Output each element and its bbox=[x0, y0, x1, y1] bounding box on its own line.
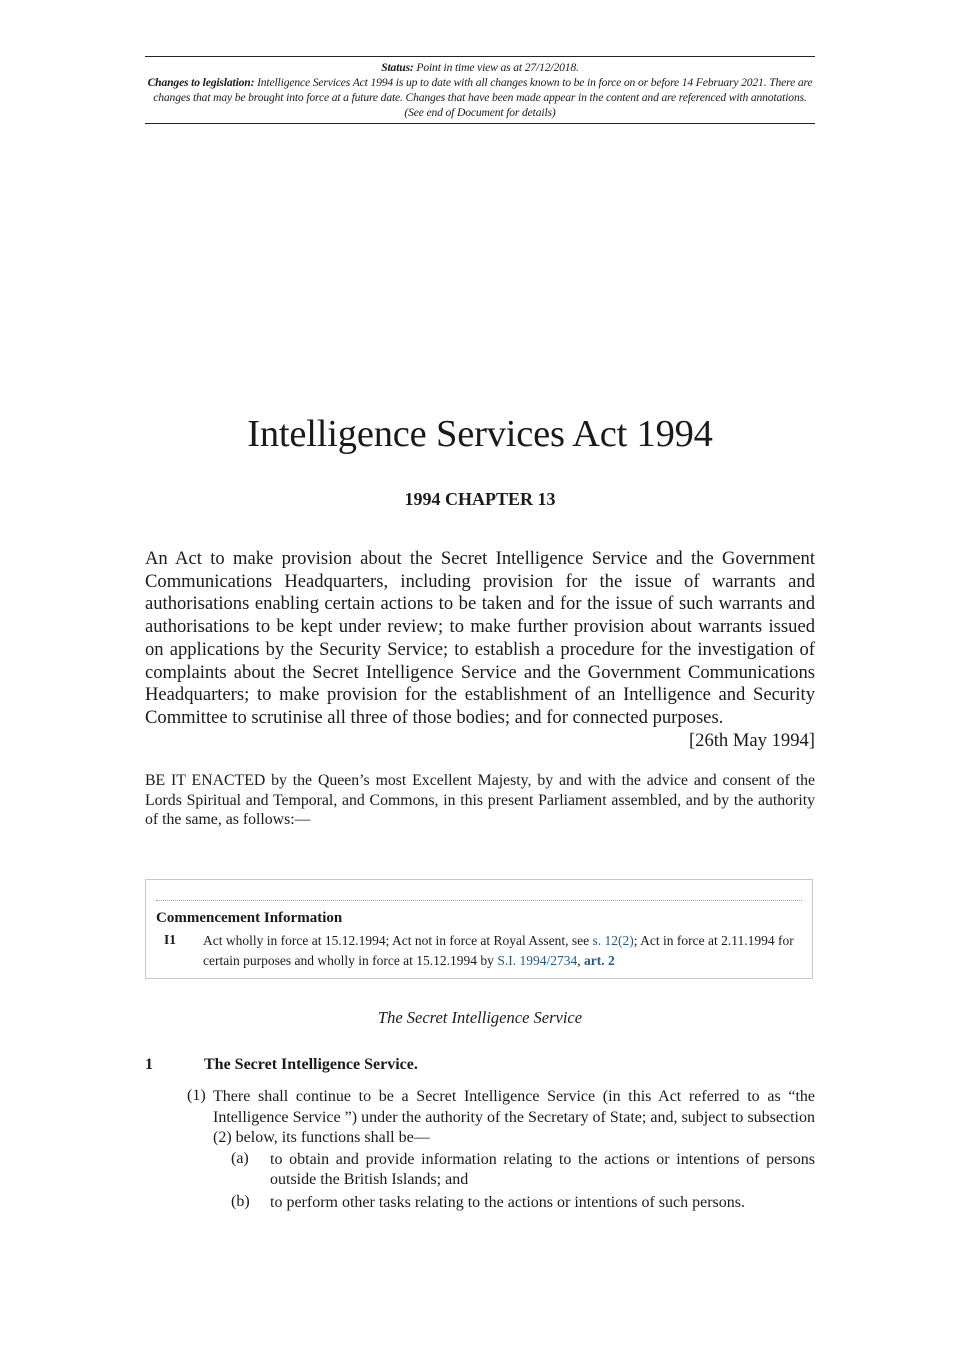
act-title: Intelligence Services Act 1994 bbox=[247, 413, 713, 455]
commencement-heading: Commencement Information bbox=[156, 910, 343, 926]
paragraph-text: to obtain and provide information relating to the actions or intentions of persons outside the British Islands; and bbox=[270, 1151, 815, 1188]
chapter-heading: 1994 CHAPTER 13 bbox=[404, 489, 556, 509]
paragraph-label: (b) bbox=[231, 1193, 250, 1210]
paragraph-label: (a) bbox=[231, 1150, 249, 1167]
commencement-text bbox=[203, 931, 803, 971]
royal-assent-date: [26th May 1994] bbox=[688, 729, 815, 751]
commencement-id: I1 bbox=[164, 932, 177, 947]
long-title bbox=[145, 548, 815, 752]
status-banner bbox=[145, 56, 815, 124]
commencement-information-box bbox=[145, 879, 813, 979]
changes-text: Intelligence Services Act 1994 is up to date with all changes known to be in force on or before 14 February 2021. There are changes that may be brought into force at a future date. Changes that have been made appear in the content and are referenced with annotations. (See end of Document for details) bbox=[153, 76, 813, 119]
dotted-divider bbox=[156, 900, 802, 901]
subsection-number: (1) bbox=[187, 1087, 206, 1104]
enacting-formula: BE IT ENACTED by the Queen’s most Excellent Majesty, by and with the advice and consent of the Lords Spiritual and Temporal, and Commons, in this present Parliament assembled, and by the authority of the same, as follows:— bbox=[145, 772, 815, 828]
paragraph-text: to perform other tasks relating to the actions or intentions of such persons. bbox=[270, 1194, 746, 1211]
section-12-2-link[interactable]: s. 12(2) bbox=[592, 933, 634, 948]
commencement-text-part-3: , bbox=[577, 953, 581, 968]
si-1994-2734-link[interactable]: S.I. 1994/2734 bbox=[497, 953, 578, 968]
article-2-link[interactable]: art. 2 bbox=[583, 953, 615, 968]
status-text: Point in time view as at 27/12/2018. bbox=[416, 61, 579, 74]
commencement-text-part-1: Act wholly in force at 15.12.1994; Act not in force at Royal Assent, see bbox=[203, 933, 590, 948]
changes-label: Changes to legislation: bbox=[147, 76, 255, 89]
subsection-text: There shall continue to be a Secret Intelligence Service (in this Act referred to as “the Intelligence Service ”) under the authority of the Secretary of State; and, subject to subsection (2) below, its functions shall be— bbox=[213, 1088, 815, 1146]
long-title-text: An Act to make provision about the Secret Intelligence Service and the Government Communications Headquarters, including provision for the issue of warrants and authorisations enabling certain actions to be taken and for the issue of such warrants and authorisations to be kept under review; to make further provision about warrants issued on applications by the Security Service; to establish a procedure for the investigation of complaints about the Secret Intelligence Service and the Government Communications Headquarters; to make provision for the establishment of an Intelligence and Security Committee to scrutinise all three of those bodies; and for connected purposes. bbox=[145, 548, 815, 728]
commencement-text-part-2: ; Act in force at 2.11.1994 for certain purposes and wholly in force at 15.12.1994 by bbox=[203, 933, 794, 968]
status-label: Status: bbox=[381, 61, 414, 74]
crossheading: The Secret Intelligence Service bbox=[377, 1008, 583, 1027]
section-number: 1 bbox=[145, 1056, 153, 1073]
section-title: The Secret Intelligence Service. bbox=[204, 1056, 418, 1073]
